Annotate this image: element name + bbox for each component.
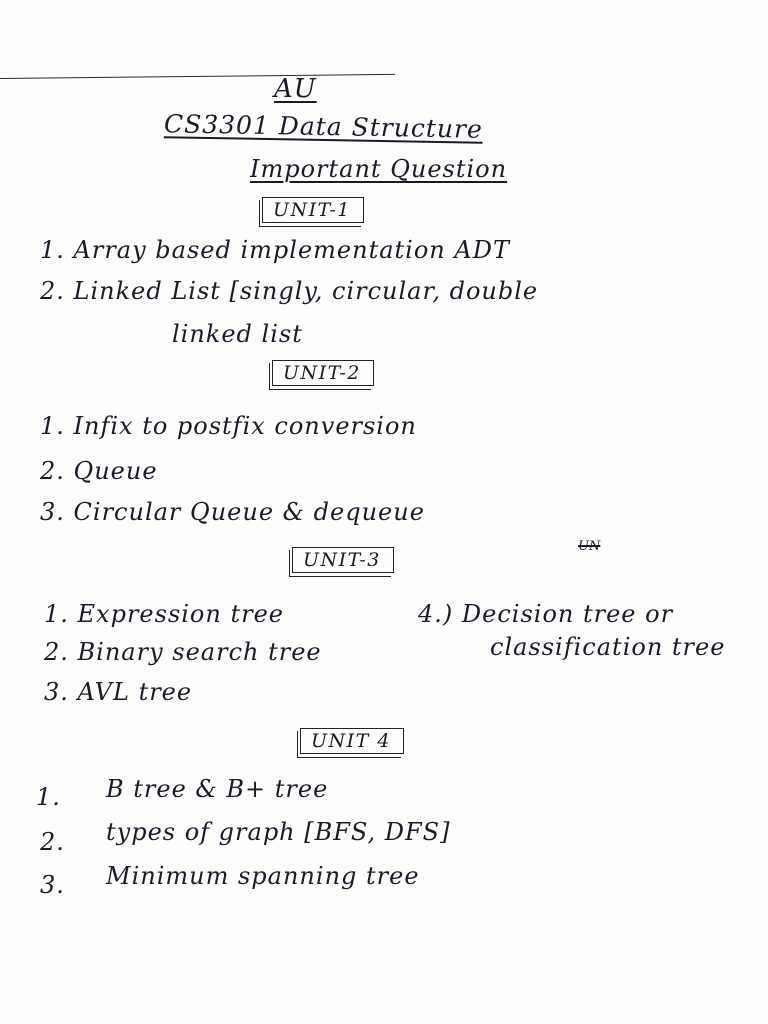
unit3-item-4: 4.) Decision tree or [418,600,674,628]
unit-1-label: UNIT-1 [262,197,364,223]
unit3-item-1: 1. Expression tree [44,600,284,628]
unit4-item-1: B tree & B+ tree [106,775,329,803]
header-au: AU [274,74,317,104]
unit4-number-3: 3. [40,871,65,899]
unit2-item-1: 1. Infix to postfix conversion [40,412,417,440]
unit1-item-2: 2. Linked List [singly, circular, double [40,277,539,305]
unit4-item-3: Minimum spanning tree [106,862,420,890]
unit4-item-2: types of graph [BFS, DFS] [106,818,451,846]
unit-2-label: UNIT-2 [272,360,374,386]
unit1-item-1: 1. Array based implementation ADT [40,236,510,264]
unit4-number-1: 1. [36,783,61,811]
header-course: CS3301 Data Structure [163,109,484,144]
unit2-item-2: 2. Queue [40,457,158,485]
header-important: Important Question [250,155,508,183]
unit-4-label: UNIT 4 [300,728,404,754]
unit3-item-4-cont: classification tree [490,633,726,661]
struck-text: UN [578,539,601,554]
unit2-item-3: 3. Circular Queue & dequeue [40,498,425,526]
unit3-item-3: 3. AVL tree [44,678,193,706]
top-rule [0,74,395,79]
unit3-item-2: 2. Binary search tree [44,638,322,666]
unit1-item-2-cont: linked list [172,320,303,348]
unit4-number-2: 2. [40,828,65,856]
unit-3-label: UNIT-3 [292,547,394,573]
